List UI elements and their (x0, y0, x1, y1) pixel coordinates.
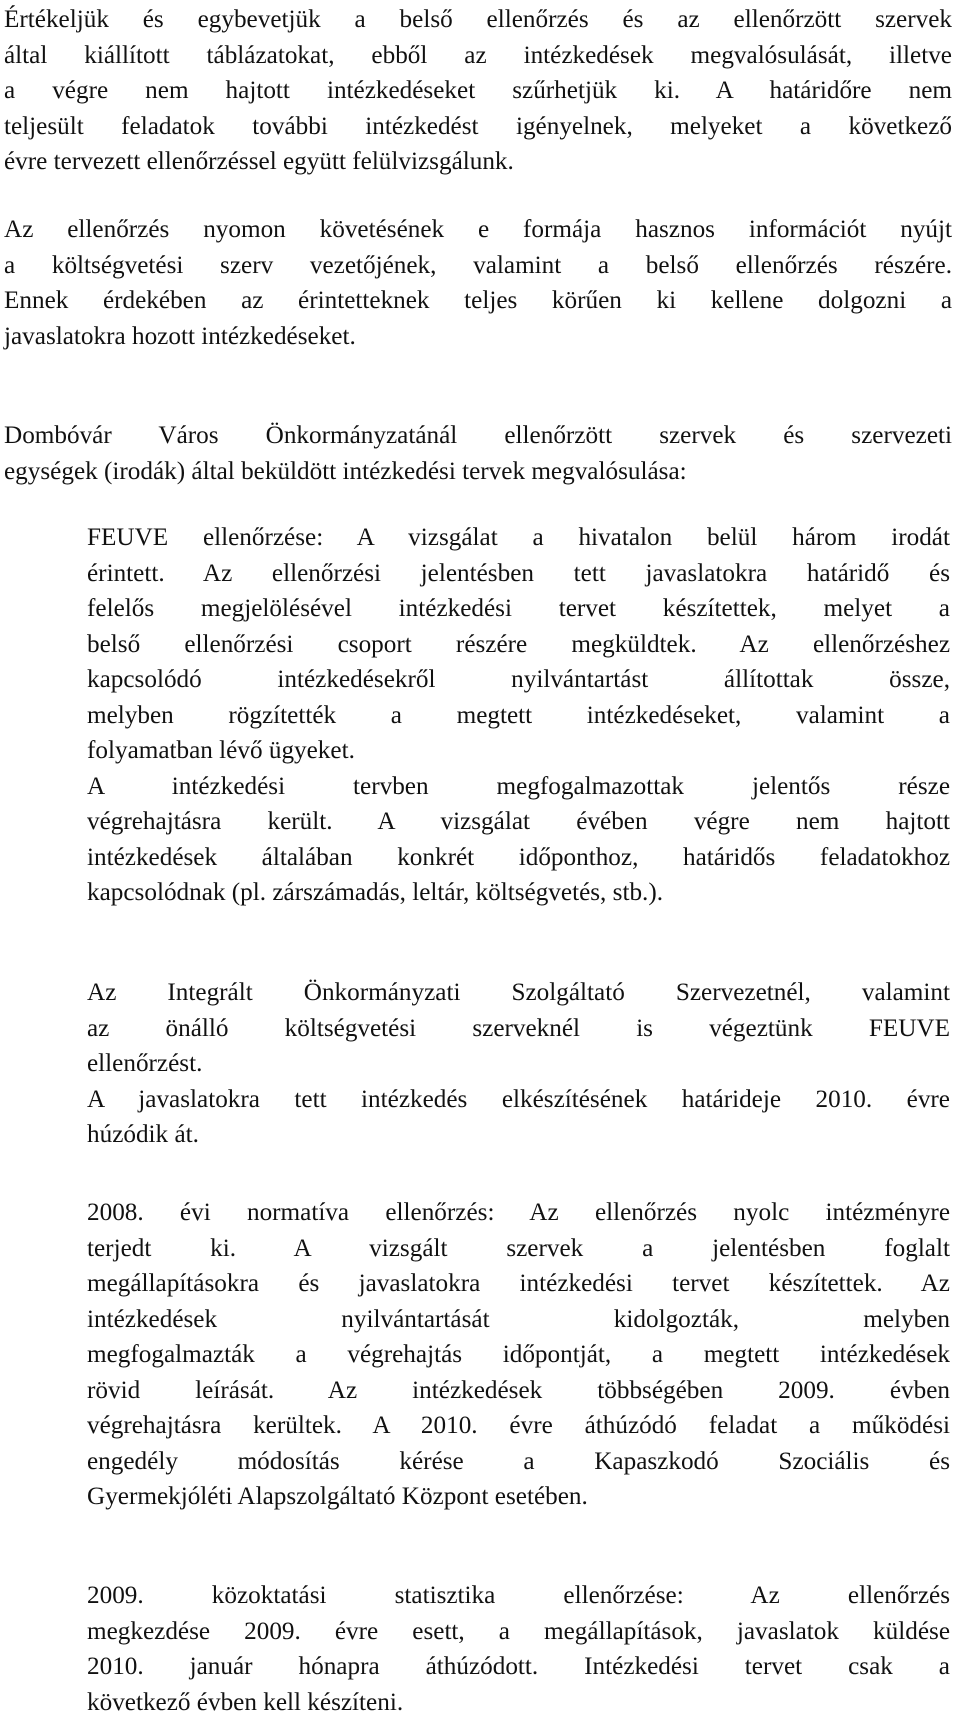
text-line: A intézkedési tervben megfogalmazottak jelentős része (87, 769, 950, 805)
text-line: A javaslatokra tett intézkedés elkészítésének határideje 2010. évre (87, 1082, 950, 1118)
text-line: megfogalmazták a végrehajtás időpontját, a megtett intézkedések (87, 1337, 950, 1373)
paragraph-evaluation (0, 2, 952, 180)
text-line: kapcsolódó intézkedésekről nyilvántartást állítottak össze, (87, 662, 950, 698)
text-line: 2009. közoktatási statisztika ellenőrzése: Az ellenőrzés (87, 1578, 950, 1614)
text-line: intézkedések általában konkrét időponthoz, határidős feladatokhoz (87, 840, 950, 876)
text-line: Gyermekjóléti Alapszolgáltató Központ esetében. (87, 1479, 950, 1515)
text-line: felelős megjelölésével intézkedési tervet készítettek, melyet a (87, 591, 950, 627)
paragraph-normative-2008 (87, 1195, 950, 1515)
text-line: a költségvetési szerv vezetőjének, valamint a belső ellenőrzés részére. (4, 248, 952, 284)
text-line: végrehajtásra kerültek. A 2010. évre áthúzódó feladat a működési (87, 1408, 950, 1444)
text-line: folyamatban lévő ügyeket. (87, 733, 950, 769)
text-line: érintett. Az ellenőrzési jelentésben tett javaslatokra határidő és (87, 556, 950, 592)
text-line: terjedt ki. A vizsgált szervek a jelentésben foglalt (87, 1231, 950, 1267)
text-line: belső ellenőrzési csoport részére megküldtek. Az ellenőrzéshez (87, 627, 950, 663)
text-line: az önálló költségvetési szerveknél is végeztünk FEUVE (87, 1011, 950, 1047)
text-line: következő évben kell készíteni. (87, 1685, 950, 1720)
text-line: Értékeljük és egybevetjük a belső ellenőrzés és az ellenőrzött szervek (4, 2, 952, 38)
text-line: melyben rögzítették a megtett intézkedéseket, valamint a (87, 698, 950, 734)
paragraph-integrated-service (87, 975, 950, 1153)
paragraph-feuve-audit (87, 520, 950, 911)
text-line: FEUVE ellenőrzése: A vizsgálat a hivatalon belül három irodát (87, 520, 950, 556)
text-line: megkezdése 2009. évre esett, a megállapítások, javaslatok küldése (87, 1614, 950, 1650)
text-line: ellenőrzést. (87, 1046, 950, 1082)
text-line: Ennek érdekében az érintetteknek teljes körűen ki kellene dolgozni a (4, 283, 952, 319)
text-line: javaslatokra hozott intézkedéseket. (4, 319, 952, 355)
text-line: intézkedések nyilvántartását kidolgozták, melyben (87, 1302, 950, 1338)
text-line: végrehajtásra került. A vizsgálat évében végre nem hajtott (87, 804, 950, 840)
text-line: teljesült feladatok további intézkedést igényelnek, melyeket a következő (4, 109, 952, 145)
text-line: rövid leírását. Az intézkedések többségében 2009. évben (87, 1373, 950, 1409)
text-line: engedély módosítás kérése a Kapaszkodó Szociális és (87, 1444, 950, 1480)
text-line: húzódik át. (87, 1117, 950, 1153)
paragraph-statistics-2009 (87, 1578, 950, 1720)
text-line: kapcsolódnak (pl. zárszámadás, leltár, költségvetés, stb.). (87, 875, 950, 911)
text-line: egységek (irodák) által beküldött intézkedési tervek megvalósulása: (4, 454, 952, 490)
paragraph-follow-up-usefulness (0, 212, 952, 354)
text-line: Dombóvár Város Önkormányzatánál ellenőrzött szervek és szervezeti (4, 418, 952, 454)
text-line: 2010. január hónapra áthúzódott. Intézkedési tervet csak a (87, 1649, 950, 1685)
text-line: által kiállított táblázatokat, ebből az intézkedések megvalósulását, illetve (4, 38, 952, 74)
text-line: 2008. évi normatíva ellenőrzés: Az ellenőrzés nyolc intézményre (87, 1195, 950, 1231)
text-line: Az Integrált Önkormányzati Szolgáltató Szervezetnél, valamint (87, 975, 950, 1011)
paragraph-dombovar-intro (0, 418, 952, 489)
text-line: megállapításokra és javaslatokra intézkedési tervet készítettek. Az (87, 1266, 950, 1302)
text-line: a végre nem hajtott intézkedéseket szűrhetjük ki. A határidőre nem (4, 73, 952, 109)
text-line: Az ellenőrzés nyomon követésének e formája hasznos információt nyújt (4, 212, 952, 248)
text-line: évre tervezett ellenőrzéssel együtt felülvizsgálunk. (4, 144, 952, 180)
